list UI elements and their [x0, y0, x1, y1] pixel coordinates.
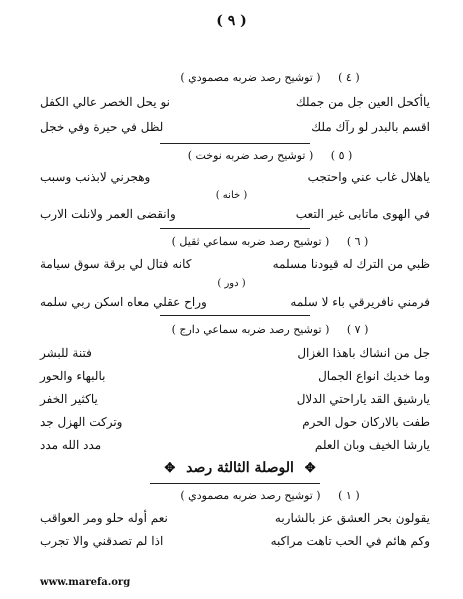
divider-rule [160, 228, 310, 229]
section-number: ( ٥ ) [330, 149, 353, 162]
verse-line [40, 512, 430, 524]
hemistich-left: كانه فتال لي برقة سوق سيامة [40, 257, 192, 271]
section-heading [150, 490, 390, 501]
ornamental-heading [100, 461, 380, 475]
divider-rule [160, 143, 310, 144]
verse-line [40, 416, 430, 428]
section-title: ( توشيح رصد ضربه سماعي ثقيل ) [171, 235, 330, 248]
sub-heading: ( دور ) [217, 278, 246, 289]
verse-line [40, 370, 430, 382]
verse-line [40, 96, 430, 108]
hemistich-left: اذا لم تصدقني والا تجرب [40, 534, 164, 548]
hemistich-right: في الهوى ماتابى غير التعب [295, 207, 430, 221]
hemistich-left: وانقضى العمر ولانلت الارب [40, 207, 176, 221]
hemistich-left: وهجرني لابذنب وسبب [40, 170, 151, 184]
hemistich-left: لظل في حيرة وفي خجل [40, 120, 164, 134]
hemistich-left: بالبهاء والحور [40, 369, 106, 383]
hemistich-right: جل من انشاك باهذا الغزال [297, 346, 430, 360]
hemistich-right: ياأكحل العين جل من جملك [295, 95, 430, 109]
hemistich-right: يارشيق القد ياراحتي الدلال [296, 392, 430, 406]
hemistich-left: فتنة للبشر [40, 346, 92, 360]
footer-url: www.marefa.org [40, 577, 131, 588]
ornamental-heading-text: الوصلة الثالثة رصد [186, 460, 294, 476]
hemistich-right: اقسم بالبدر لو رآك ملك [311, 120, 430, 134]
hemistich-right: فرمني نافريرقي باء لا سلمه [290, 295, 430, 309]
ornament-icon: ✥ [304, 461, 316, 476]
verse-line [40, 258, 430, 270]
section-title: ( توشيح رصد ضربه مصمودي ) [180, 489, 321, 502]
verse-line [40, 208, 430, 220]
section-heading [150, 236, 390, 247]
section-number: ( ٦ ) [346, 235, 369, 248]
hemistich-right: ياهلال غاب عني واحتجب [307, 170, 430, 184]
hemistich-right: ظبي من الترك له قيودنا مسلمه [272, 257, 430, 271]
hemistich-left: وتركت الهزل جد [40, 415, 123, 429]
section-number: ( ١ ) [338, 489, 360, 502]
page-number: ( ٩ ) [216, 13, 247, 29]
hemistich-left: ياكثير الخفر [40, 392, 98, 406]
hemistich-right: يارشا الخيف وبان العلم [314, 438, 430, 452]
verse-line [40, 296, 430, 308]
verse-line [40, 347, 430, 359]
hemistich-left: نو يحل الخصر عالي الكفل [40, 95, 170, 109]
hemistich-right: وكم هائم في الحب تاهت مراكبه [270, 534, 430, 548]
section-number: ( ٤ ) [338, 71, 360, 84]
hemistich-right: وما خديك انواع الجمال [318, 369, 430, 383]
verse-line [40, 121, 430, 133]
sub-heading: ( خانه ) [215, 190, 248, 201]
hemistich-left: نعم أوله حلو ومر العواقب [40, 511, 168, 525]
ornament-icon: ✥ [164, 461, 176, 476]
section-number: ( ٧ ) [346, 323, 369, 336]
verse-line [40, 439, 430, 451]
hemistich-right: يقولون بحر العشق عز بالشاربه [274, 511, 430, 525]
hemistich-left: وراح عقلي معاه اسكن ربي سلمه [40, 295, 207, 309]
section-heading [150, 150, 390, 161]
verse-line [40, 535, 430, 547]
verse-line [40, 171, 430, 183]
divider-rule [150, 483, 320, 484]
hemistich-left: مدد الله مدد [40, 438, 102, 452]
section-title: ( توشيح رصد ضربه مصمودي ) [180, 71, 321, 84]
hemistich-right: طفت بالاركان حول الحرم [302, 415, 430, 429]
divider-rule [160, 315, 310, 316]
verse-line [40, 393, 430, 405]
section-title: ( توشيح رصد ضربه نوخت ) [187, 149, 314, 162]
section-heading [150, 72, 390, 83]
section-title: ( توشيح رصد ضربه سماعي دارج ) [171, 323, 330, 336]
section-heading [150, 324, 390, 335]
